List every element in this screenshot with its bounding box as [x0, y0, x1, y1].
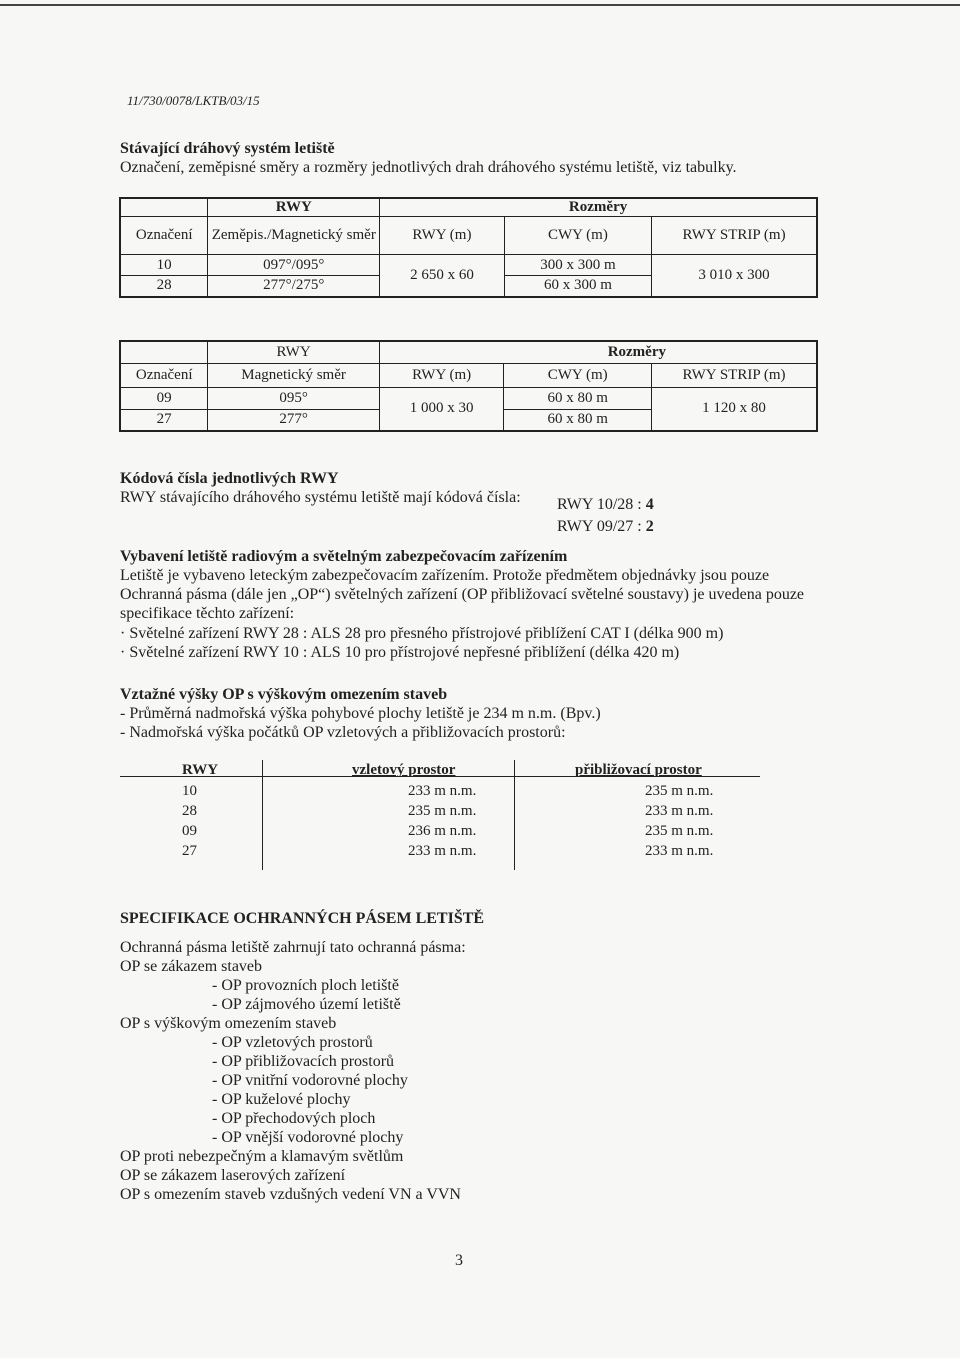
table-cell: 233 m n.m.: [408, 783, 477, 799]
section-code-numbers: [120, 470, 840, 507]
zone-list-item: OP se zákazem staveb: [120, 958, 263, 975]
zone-list-item: - OP vnitřní vodorovné plochy: [212, 1072, 408, 1089]
column-takeoff: [352, 760, 476, 861]
code-label: RWY 09/27 :: [557, 518, 642, 535]
page-number: 3: [455, 1252, 463, 1269]
zone-list-item: - OP provozních ploch letiště: [212, 977, 399, 994]
table-cell-id: 28: [120, 276, 208, 297]
equipment-item: · Světelné zařízení RWY 10 : ALS 10 pro přístrojové nepřesné přiblížení (délka 420 m): [120, 644, 680, 661]
col-group-rwy-spacer: [120, 341, 208, 363]
zone-list-item: OP se zákazem laserových zařízení: [120, 1167, 346, 1184]
zone-list: [120, 957, 840, 1204]
table-cell-cwy: 60 x 80 m: [504, 409, 652, 431]
zone-list-item: - OP zájmového území letiště: [212, 996, 401, 1013]
table-cell: 235 m n.m.: [645, 823, 714, 839]
section-text: RWY stávajícího dráhového systému letiště mají kódová čísla:: [120, 489, 521, 506]
table-cell: 09: [182, 823, 197, 839]
header-cwy: CWY (m): [504, 363, 652, 387]
table-cell-direction: 097°/095°: [208, 255, 380, 276]
header-rwy: RWY (m): [379, 363, 504, 387]
column-header: RWY: [182, 762, 219, 778]
table-cell-strip-dim: 1 120 x 80: [651, 387, 817, 431]
section-text: - Nadmořská výška počátků OP vzletových a přibližovacích prostorů:: [120, 724, 566, 741]
code-label: RWY 10/28 :: [557, 496, 642, 513]
table-cell-cwy: 60 x 80 m: [504, 387, 652, 409]
table-column-rule: [514, 760, 515, 870]
zone-list-item: OP s omezením staveb vzdušných vedení VN a VVN: [120, 1186, 461, 1203]
header-designation: Označení: [120, 217, 208, 255]
table-column-rule: [262, 760, 263, 870]
section-existing-runway-system: [120, 140, 840, 177]
zone-list-item: - OP přechodových ploch: [212, 1110, 376, 1127]
zone-list-item: - OP vnější vodorovné plochy: [212, 1129, 404, 1146]
zone-list-item: - OP přibližovacích prostorů: [212, 1053, 395, 1070]
table-cell: 233 m n.m.: [408, 843, 477, 859]
zone-list-item: - OP vzletových prostorů: [212, 1034, 373, 1051]
table-cell-cwy: 60 x 300 m: [504, 276, 651, 297]
col-group-rwy-spacer: [120, 198, 208, 217]
table-cell-direction: 277°: [208, 409, 379, 431]
column-header: přibližovací prostor: [575, 762, 702, 778]
column-rwy: [182, 760, 218, 861]
top-border-line: [0, 4, 960, 6]
equipment-item: · Světelné zařízení RWY 28 : ALS 28 pro přesného přístrojové přiblížení CAT I (délka 900 m): [120, 625, 724, 642]
table-cell: 235 m n.m.: [645, 783, 714, 799]
zone-list-item: OP s výškovým omezením staveb: [120, 1015, 337, 1032]
section-text: Ochranná pásma letiště zahrnují tato ochranná pásma:: [120, 939, 466, 956]
col-group-rwy: RWY: [208, 198, 380, 217]
document-reference: 11/730/0078/LKTB/03/15: [127, 93, 260, 108]
column-header: vzletový prostor: [352, 762, 456, 778]
table-cell-id: 10: [120, 255, 208, 276]
section-heading: Kódová čísla jednotlivých RWY: [120, 470, 339, 487]
table-cell: 28: [182, 803, 197, 819]
code-list: [557, 494, 654, 538]
section-protection-zones: [120, 910, 840, 1204]
code-item: [557, 516, 654, 538]
table-cell-id: 09: [120, 387, 208, 409]
table-cell: 235 m n.m.: [408, 803, 477, 819]
section-heading: Vybavení letiště radiovým a světelným zabezpečovacím zařízením: [120, 548, 568, 565]
header-direction: Zeměpis./Magnetický směr: [208, 217, 380, 255]
header-designation: Označení: [120, 363, 208, 387]
col-group-rwy: RWY: [208, 341, 379, 363]
header-strip: RWY STRIP (m): [651, 363, 817, 387]
section-reference-heights: [120, 686, 840, 742]
table-cell: 233 m n.m.: [645, 803, 714, 819]
table-cell: 27: [182, 843, 197, 859]
code-value: 4: [645, 496, 654, 513]
section-equipment: [120, 548, 830, 662]
section-text: Letiště je vybaveno leteckým zabezpečovacím zařízením. Protože předmětem objednávky jsou pouze Ochranná pásma (dále jen „OP“) světelných zařízení (OP přibližovací světelné soustavy) je uvedena pouze specifikace těchto zařízení:: [120, 567, 805, 622]
code-value: 2: [645, 518, 654, 535]
column-approach: [575, 760, 713, 861]
runway-table-secondary: [119, 340, 818, 432]
table-cell-id: 27: [120, 409, 208, 431]
table-cell: 233 m n.m.: [645, 843, 714, 859]
section-text: Označení, zeměpisné směry a rozměry jednotlivých drah dráhového systému letiště, viz tabulky.: [120, 159, 737, 176]
header-cwy: CWY (m): [504, 217, 651, 255]
col-group-dimensions: Rozměry: [380, 198, 817, 217]
table-cell-rwy-dim: 1 000 x 30: [379, 387, 504, 431]
zone-list-item: OP proti nebezpečným a klamavým světlům: [120, 1148, 404, 1165]
code-item: [557, 494, 654, 516]
header-direction: Magnetický směr: [208, 363, 379, 387]
section-heading: Stávající dráhový systém letiště: [120, 140, 335, 157]
header-rwy: RWY (m): [380, 217, 505, 255]
section-text: - Průměrná nadmořská výška pohybové plochy letiště je 234 m n.m. (Bpv.): [120, 705, 601, 722]
table-cell-strip-dim: 3 010 x 300: [652, 255, 817, 297]
header-strip: RWY STRIP (m): [652, 217, 817, 255]
table-cell-direction: 095°: [208, 387, 379, 409]
table-cell-direction: 277°/275°: [208, 276, 380, 297]
table-cell: 236 m n.m.: [408, 823, 477, 839]
table-cell-cwy: 300 x 300 m: [504, 255, 651, 276]
heights-table: [120, 760, 760, 870]
col-group-dimensions: Rozměry: [379, 341, 817, 363]
runway-table-main: [119, 197, 818, 298]
table-cell-rwy-dim: 2 650 x 60: [380, 255, 505, 297]
zone-list-item: - OP kuželové plochy: [212, 1091, 351, 1108]
table-cell: 10: [182, 783, 197, 799]
section-heading: SPECIFIKACE OCHRANNÝCH PÁSEM LETIŠTĚ: [120, 910, 485, 927]
section-heading: Vztažné výšky OP s výškovým omezením staveb: [120, 686, 448, 703]
